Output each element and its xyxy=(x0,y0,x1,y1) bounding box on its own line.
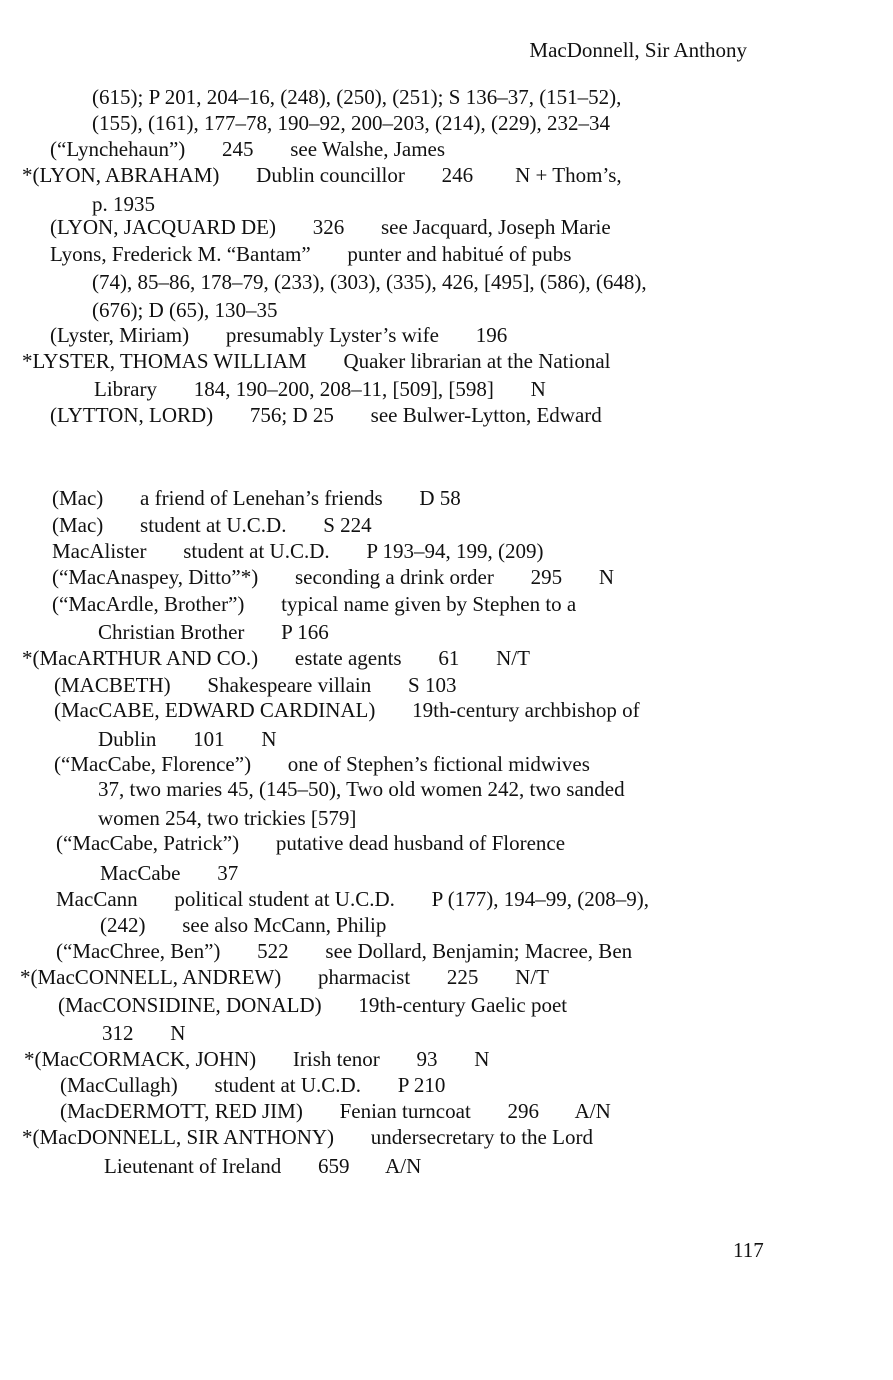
index-line: Dublin 101 N xyxy=(98,727,277,751)
index-line: p. 1935 xyxy=(92,192,155,216)
index-line: (“MacArdle, Brother”) typical name given by Stephen to a xyxy=(52,592,577,616)
index-line: (676); D (65), 130–35 xyxy=(92,298,278,322)
page-number: 117 xyxy=(733,1238,764,1262)
index-line: (“MacCabe, Florence”) one of Stephen’s fictional midwives xyxy=(54,752,590,776)
index-line: (“Lynchehaun”) 245 see Walshe, James xyxy=(50,137,446,161)
index-line: *(MacCORMACK, JOHN) Irish tenor 93 N xyxy=(24,1047,490,1071)
index-line: *(MacCONNELL, ANDREW) pharmacist 225 N/T xyxy=(20,965,549,989)
running-head: MacDonnell, Sir Anthony xyxy=(529,38,747,62)
index-line: Lyons, Frederick M. “Bantam” punter and habitué of pubs xyxy=(50,242,572,266)
index-line: (74), 85–86, 178–79, (233), (303), (335), 426, [495], (586), (648), xyxy=(92,270,647,294)
index-line: (“MacCabe, Patrick”) putative dead husband of Florence xyxy=(56,831,566,855)
index-line: *(MacDONNELL, SIR ANTHONY) undersecretary to the Lord xyxy=(22,1125,593,1149)
index-line: Lieutenant of Ireland 659 A/N xyxy=(104,1154,422,1178)
index-line: (MacDERMOTT, RED JIM) Fenian turncoat 296 A/N xyxy=(60,1099,611,1123)
index-line: Library 184, 190–200, 208–11, [509], [598] N xyxy=(94,377,546,401)
index-line: (Mac) a friend of Lenehan’s friends D 58 xyxy=(52,486,461,510)
index-line: MacCann political student at U.C.D. P (177), 194–99, (208–9), xyxy=(56,887,649,911)
index-line: (MacCullagh) student at U.C.D. P 210 xyxy=(60,1073,446,1097)
index-line: (MacCONSIDINE, DONALD) 19th-century Gaelic poet xyxy=(58,993,568,1017)
index-line: (155), (161), 177–78, 190–92, 200–203, (214), (229), 232–34 xyxy=(92,111,610,135)
index-line: (615); P 201, 204–16, (248), (250), (251); S 136–37, (151–52), xyxy=(92,85,622,109)
index-line: (LYON, JACQUARD DE) 326 see Jacquard, Joseph Marie xyxy=(50,215,611,239)
index-line: MacAlister student at U.C.D. P 193–94, 199, (209) xyxy=(52,539,544,563)
index-line: (LYTTON, LORD) 756; D 25 see Bulwer-Lytton, Edward xyxy=(50,403,602,427)
index-line: (242) see also McCann, Philip xyxy=(100,913,387,937)
index-line: (Lyster, Miriam) presumably Lyster’s wife 196 xyxy=(50,323,508,347)
index-line: *(LYON, ABRAHAM) Dublin councillor 246 N + Thom’s, xyxy=(22,163,622,187)
index-line: MacCabe 37 xyxy=(100,861,239,885)
index-line: 312 N xyxy=(102,1021,186,1045)
index-line: (MACBETH) Shakespeare villain S 103 xyxy=(54,673,457,697)
index-line: *LYSTER, THOMAS WILLIAM Quaker librarian at the National xyxy=(22,349,611,373)
index-line: (“MacAnaspey, Ditto”*) seconding a drink order 295 N xyxy=(52,565,614,589)
index-line: (Mac) student at U.C.D. S 224 xyxy=(52,513,372,537)
index-line: 37, two maries 45, (145–50), Two old women 242, two sanded xyxy=(98,777,625,801)
index-line: (“MacChree, Ben”) 522 see Dollard, Benjamin; Macree, Ben xyxy=(56,939,633,963)
index-line: (MacCABE, EDWARD CARDINAL) 19th-century archbishop of xyxy=(54,698,640,722)
index-line: women 254, two trickies [579] xyxy=(98,806,357,830)
index-line: *(MacARTHUR AND CO.) estate agents 61 N/T xyxy=(22,646,530,670)
index-line: Christian Brother P 166 xyxy=(98,620,329,644)
